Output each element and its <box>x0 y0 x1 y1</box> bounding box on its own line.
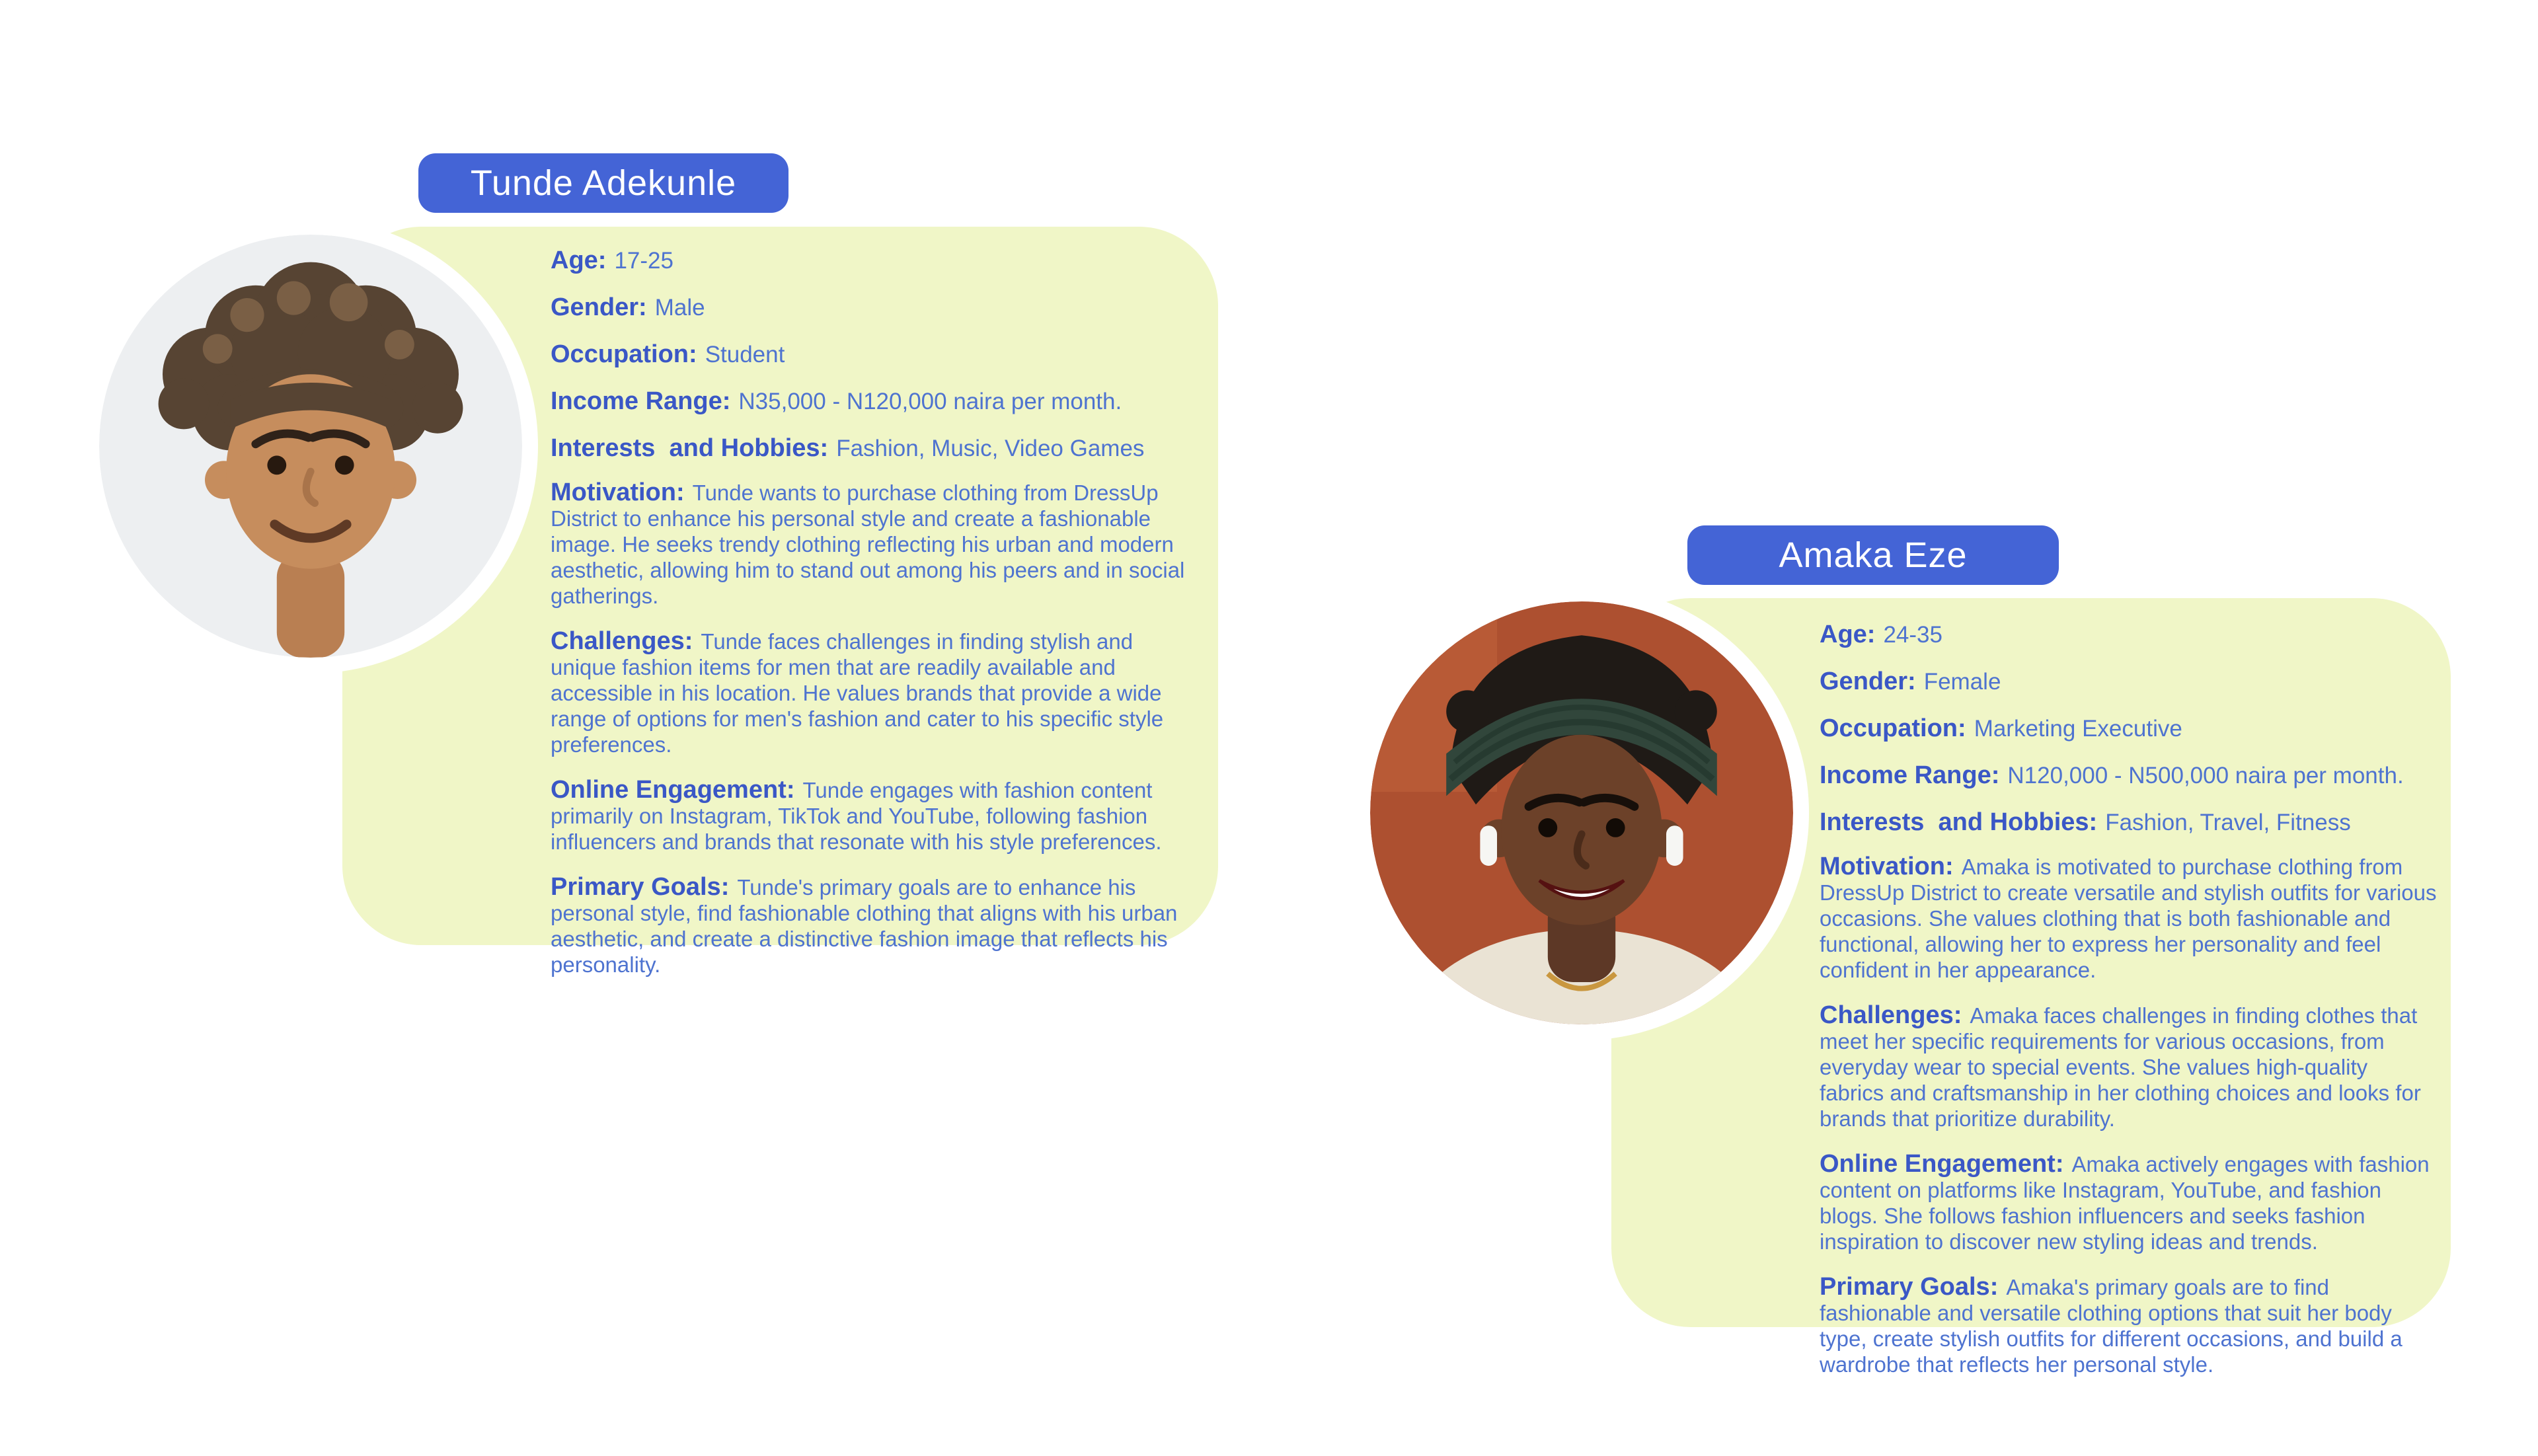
persona-name-badge <box>1687 525 2059 585</box>
field-income-range <box>1820 760 2438 796</box>
section-motivation <box>1820 854 2438 983</box>
section-text: Tunde faces challenges in finding stylish and unique fashion items for men that are readily available and accessible in his location. He values brands that provide a wide range of options for men's fashion and cater to his specific style preferences. <box>551 629 1164 757</box>
field-occupation <box>551 339 1195 375</box>
field-value: N35,000 - N120,000 naira per month. <box>738 389 1122 414</box>
section-online-engagement <box>551 777 1195 855</box>
field-income-range <box>551 386 1195 422</box>
section-primary-goals <box>551 874 1195 977</box>
field-label: Interests and Hobbies: <box>1820 808 2098 836</box>
field-value: Fashion, Travel, Fitness <box>2105 810 2351 835</box>
avatar-amaka-portrait <box>1354 586 1809 1040</box>
field-value: Marketing Executive <box>1974 716 2182 742</box>
field-value: 24-35 <box>1883 622 1942 648</box>
section-text: Tunde's primary goals are to enhance his personal style, find fashionable clothing that aligns with his urban aesthetic, and create a distinctive fashion image that reflects his personality. <box>551 875 1178 977</box>
section-challenges <box>1820 1003 2438 1131</box>
section-text: Tunde wants to purchase clothing from DressUp District to enhance his personal style and create a fashionable image. He seeks trendy clothing reflecting his urban and modern aesthetic, allowing him to stand out among his peers and in social gatherings. <box>551 480 1185 608</box>
persona-name: Amaka Eze <box>1779 535 1968 575</box>
field-age <box>551 245 1195 281</box>
field-value: N120,000 - N500,000 naira per month. <box>2007 763 2404 788</box>
section-label: Primary Goals: <box>1820 1273 1999 1301</box>
section-label: Motivation: <box>1820 853 1954 880</box>
field-value: Female <box>1923 669 2001 695</box>
section-online-engagement <box>1820 1151 2438 1254</box>
field-label: Gender: <box>1820 668 1916 695</box>
field-label: Occupation: <box>1820 714 1966 742</box>
field-value: Male <box>654 295 705 321</box>
field-interests-hobbies <box>1820 807 2438 843</box>
section-challenges <box>551 629 1195 757</box>
field-label: Income Range: <box>551 387 731 415</box>
section-motivation <box>551 480 1195 609</box>
section-label: Online Engagement: <box>551 776 795 804</box>
field-interests-hobbies <box>551 433 1195 469</box>
section-label: Online Engagement: <box>1820 1150 2064 1178</box>
persona-name: Tunde Adekunle <box>470 163 737 203</box>
field-age <box>1820 619 2438 655</box>
persona-name-badge <box>418 153 788 213</box>
section-text: Amaka's primary goals are to find fashionable and versatile clothing options that suit her body type, create stylish outfits for different occasions, and build a wardrobe that reflects her personal style. <box>1820 1275 2403 1377</box>
avatar-tunde-portrait <box>83 219 538 673</box>
field-occupation <box>1820 713 2438 749</box>
section-label: Motivation: <box>551 479 685 506</box>
section-text: Tunde engages with fashion content primarily on Instagram, TikTok and YouTube, following fashion influencers and brands that resonate with his style preferences. <box>551 778 1162 854</box>
field-value: Student <box>705 342 785 367</box>
field-label: Age: <box>551 247 607 274</box>
field-gender <box>551 292 1195 328</box>
section-label: Primary Goals: <box>551 873 730 901</box>
section-label: Challenges: <box>1820 1001 1962 1029</box>
field-gender <box>1820 666 2438 702</box>
field-label: Occupation: <box>551 340 697 368</box>
field-label: Interests and Hobbies: <box>551 434 829 462</box>
section-text: Amaka is motivated to purchase clothing from DressUp District to create versatile and stylish outfits for various occasions. She values clothing that is both fashionable and functional, allowing her to express her personality and feel confident in her appearance. <box>1820 855 2437 982</box>
persona-details <box>551 245 1195 977</box>
section-primary-goals <box>1820 1274 2438 1377</box>
field-value: 17-25 <box>614 248 673 274</box>
field-label: Income Range: <box>1820 761 2000 789</box>
section-text: Amaka faces challenges in finding clothes that meet her specific requirements for various occasions, from everyday wear to special events. She values high-quality fabrics and craftsmanship in her clothing choices and looks for brands that prioritize durability. <box>1820 1003 2421 1131</box>
section-label: Challenges: <box>551 627 693 655</box>
section-text: Amaka actively engages with fashion content on platforms like Instagram, YouTube, and fashion blogs. She follows fashion influencers and seeks fashion inspiration to discover new styling ideas and trends. <box>1820 1152 2430 1254</box>
field-label: Age: <box>1820 621 1876 648</box>
field-label: Gender: <box>551 293 647 321</box>
field-value: Fashion, Music, Video Games <box>836 436 1145 461</box>
persona-details <box>1820 619 2438 1377</box>
